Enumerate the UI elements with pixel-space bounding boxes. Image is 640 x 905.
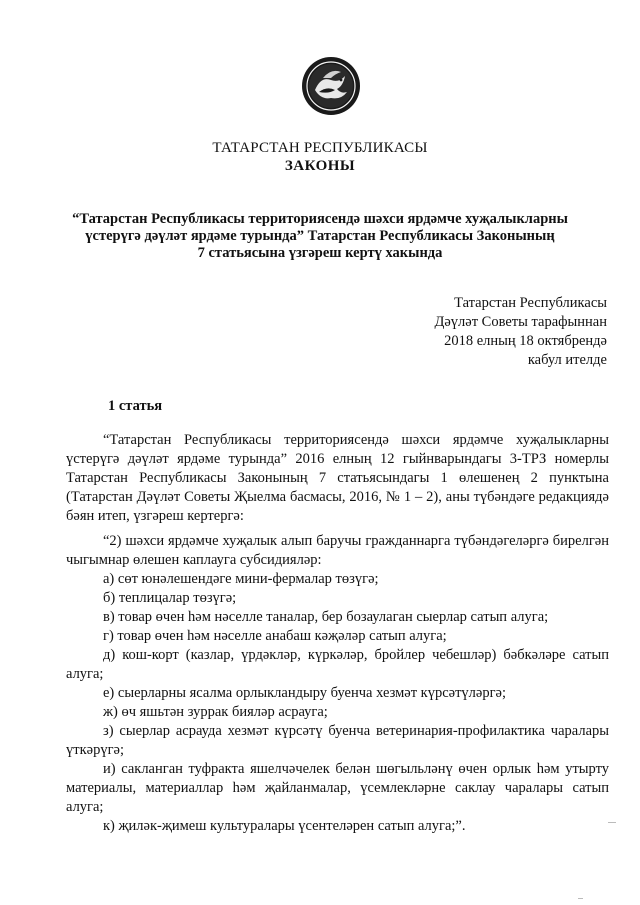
law-title	[0, 211, 640, 262]
list-item: а) сөт юнәлешендәге мини-фермалар төзүгә;	[103, 571, 379, 587]
adoption-line: Татарстан Республикасы	[454, 295, 607, 311]
list-item: к) җиләк-җимеш культуралары үсентеләрен сатып алуга;”.	[103, 818, 466, 834]
amendment-list	[66, 532, 609, 836]
law-title-line: 7 статьясына үзгәреш кертү хакында	[197, 245, 443, 261]
list-item: д) кош-корт (казлар, үрдәкләр, күркәләр, бройлер чебешләр) бәбкәләре сатып алуга;	[66, 647, 609, 682]
article-intro-paragraph	[66, 431, 609, 526]
adoption-line: Дәүләт Советы тарафыннан	[434, 314, 607, 330]
republic-name: ТАТАРСТАН РЕСПУБЛИКАСЫ	[212, 140, 428, 156]
list-item: в) товар өчен һәм нәселле таналар, бер бозаулаган сыерлар сатып алуга;	[103, 609, 549, 625]
amendment-lead: “2) шәхси ярдәмче хуҗалык алып баручы гражданнарга түбәндәгеләргә бирелгән чыгымнар өлешен каплауга субсидияләр:	[66, 533, 609, 568]
list-item: г) товар өчен һәм нәселле анабаш кәҗәләр сатып алуга;	[103, 628, 447, 644]
scan-artifact	[578, 898, 583, 899]
law-title-line: үстерүгә дәүләт ярдәме турында” Татарстан Республикасы Законының	[85, 228, 555, 244]
list-item: з) сыерлар асрауда хезмәт күрсәтү буенча ветеринария-профилактика чаралары үткәрүгә;	[66, 723, 609, 758]
adoption-line: кабул ителде	[527, 352, 607, 368]
law-title-line: “Татарстан Республикасы территориясендә шәхси ярдәмче хуҗалыкларны	[72, 211, 568, 227]
tatarstan-coat-of-arms-icon	[301, 56, 361, 116]
article-intro-text: “Татарстан Республикасы территориясендә шәхси ярдәмче хуҗалыкларны үстерүгә дәүләт ярдәме турында” 2016 елның 12 гыйнварындагы 3-ТРЗ номерлы Татарстан Республикасы Законының 7 статьясындагы 1 өлешенең 2 пунктына (Татарстан Дәүләт Советы Җыелма басмасы, 2016, № 1 – 2), аны түбәндәге редакциядә бәян итеп, үзгәреш кертергә:	[66, 432, 609, 524]
list-item: б) теплицалар төзүгә;	[103, 590, 237, 606]
article-heading: 1 статья	[108, 398, 163, 414]
list-item: и) сакланган туфракта яшелчәчелек белән шөгыльләнү өчен орлык һәм утырту материалы, материаллар һәм җайланмалар, үсемлекләрне саклау чаралары сатып алуга;	[66, 761, 609, 815]
list-item: е) сыерларны ясалма орлыкландыру буенча хезмәт күрсәтүләргә;	[103, 685, 507, 701]
law-heading: ЗАКОНЫ	[284, 158, 356, 174]
scan-artifact	[608, 822, 616, 823]
adoption-block	[434, 294, 607, 370]
list-item: ж) өч яшьтән зуррак бияләр асрауга;	[103, 704, 328, 720]
adoption-line: 2018 елның 18 октябрендә	[444, 333, 607, 349]
